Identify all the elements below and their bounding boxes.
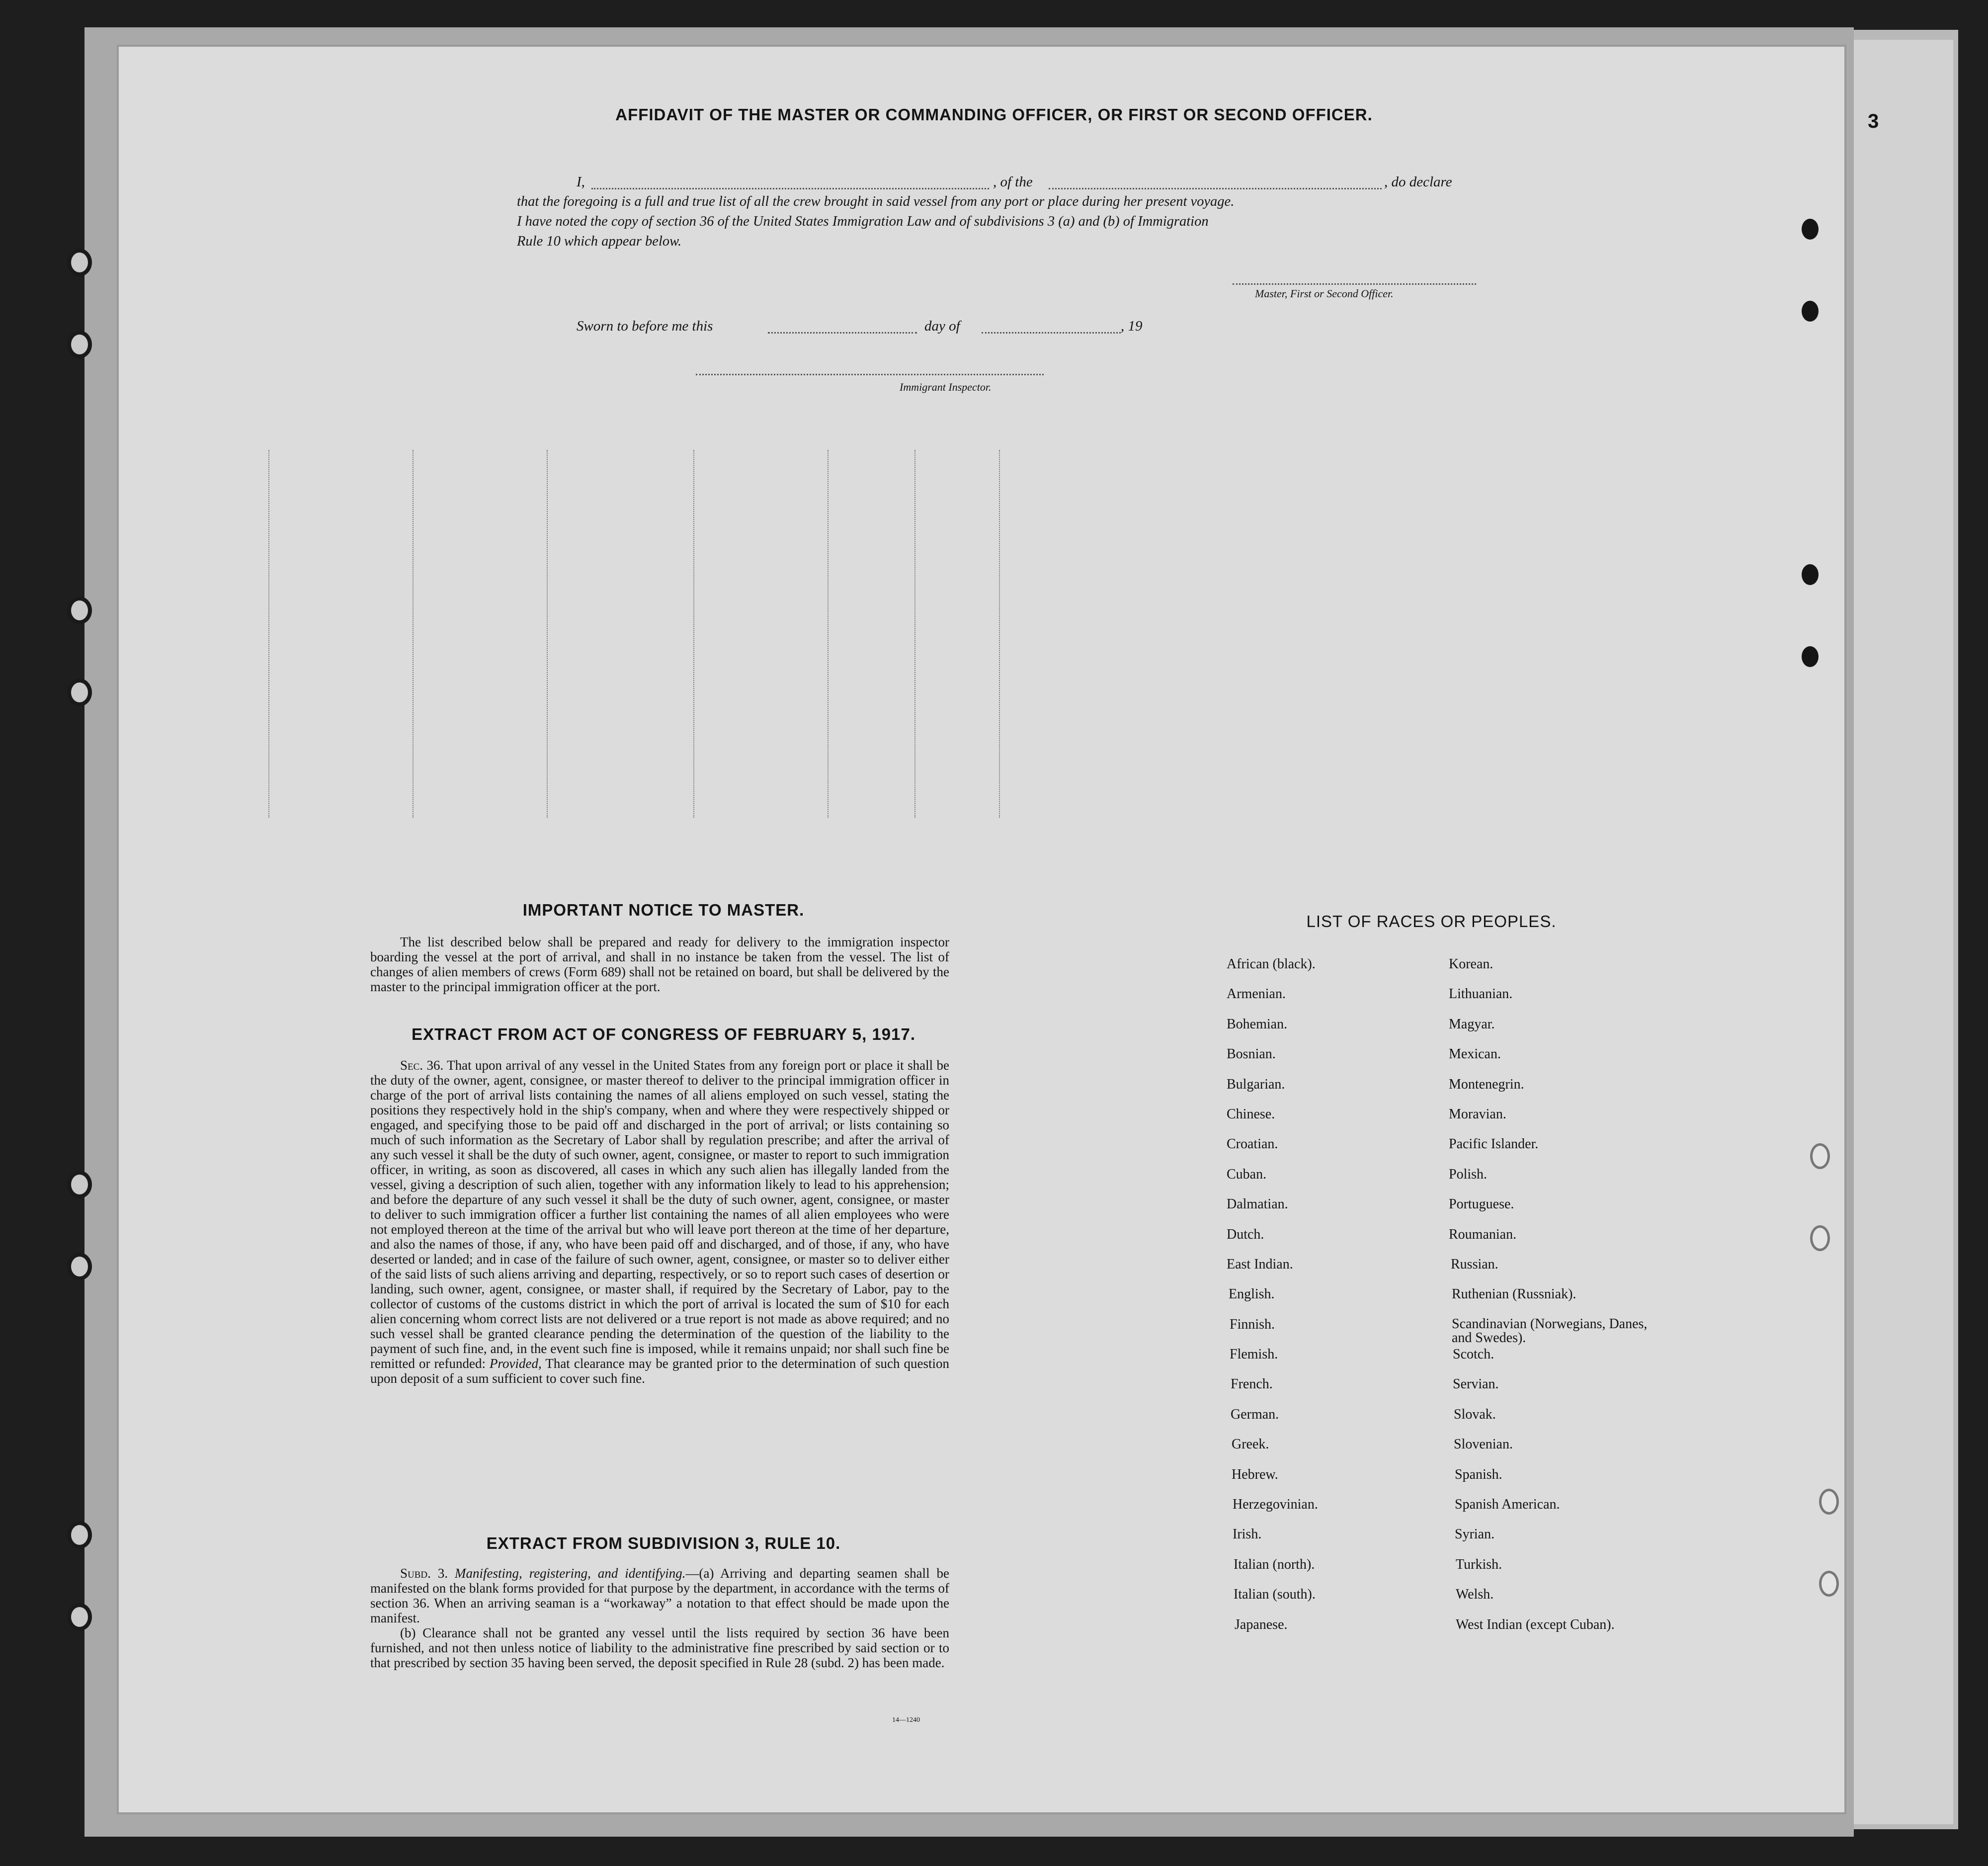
subd-para-a: —(a) Arriving and departing seamen shall be manifested on the blank forms provided for that purpose by the department, in accordance with the terms of section 36. When an arriving seaman is a “workaway” a notation to that effect should be made upon the manifest.	[370, 1566, 949, 1625]
signature-line	[1233, 283, 1476, 285]
race-item: Welsh.	[1456, 1587, 1494, 1603]
race-item: Herzegovinian.	[1233, 1497, 1318, 1513]
proviso-text: That clearance may be granted prior to the determination of such question upon deposit of a sum sufficient to cover such fine.	[370, 1356, 949, 1386]
race-item: Finnish.	[1230, 1316, 1275, 1332]
bleed-through-rule	[268, 450, 269, 818]
race-item: Cuban.	[1227, 1166, 1267, 1182]
binder-hole	[67, 1521, 92, 1549]
binder-hole	[67, 596, 92, 624]
race-item: Lithuanian.	[1449, 986, 1513, 1002]
race-item: Croatian.	[1227, 1136, 1278, 1152]
binder-hole	[1802, 564, 1819, 585]
binder-hole	[67, 1171, 92, 1198]
race-item: Spanish.	[1455, 1466, 1502, 1482]
race-item: Slovenian.	[1454, 1437, 1513, 1452]
race-item: Spanish American.	[1455, 1497, 1560, 1513]
affidavit-line4: Rule 10 which appear below.	[517, 234, 682, 249]
race-item: Chinese.	[1227, 1106, 1275, 1122]
notice-title: IMPORTANT NOTICE TO MASTER.	[522, 901, 805, 919]
notice-text	[370, 934, 949, 994]
blank-month	[982, 332, 1121, 334]
race-item: Pacific Islander.	[1449, 1136, 1539, 1152]
race-item: East Indian.	[1227, 1256, 1293, 1272]
race-item: German.	[1231, 1406, 1279, 1422]
race-item: Scandinavian (Norwegians, Danes, and Swedes).	[1452, 1316, 1648, 1346]
notice-paragraph: The list described below shall be prepared and ready for delivery to the immigration inspector boarding the vessel at the port of arrival, and shall in no instance be taken from the vessel. The list of changes of alien members of crews (Form 689) shall not be retained on board, but shall be delivered by the master to the principal immigration officer at the port.	[370, 934, 949, 994]
race-item: Moravian.	[1449, 1106, 1506, 1122]
blank-name	[591, 188, 989, 189]
binder-hole	[1802, 646, 1819, 667]
affidavit-line1-end: , do declare	[1384, 174, 1452, 190]
races-left-column	[1227, 957, 1435, 1647]
sworn-day-of: day of	[924, 318, 960, 334]
race-item: Mexican.	[1449, 1046, 1501, 1062]
races-title: LIST OF RACES OR PEOPLES.	[1306, 912, 1557, 931]
race-item: Italian (south).	[1234, 1587, 1316, 1603]
page-number: 3	[1868, 110, 1879, 132]
sworn-text: Sworn to before me this	[577, 318, 713, 334]
form-number: 14—1240	[892, 1716, 920, 1724]
binder-hole	[1810, 1225, 1830, 1251]
race-item: Russian.	[1451, 1256, 1498, 1272]
race-item: Korean.	[1449, 956, 1493, 972]
race-item: Bosnian.	[1227, 1046, 1276, 1062]
proviso-word: Provided,	[490, 1356, 542, 1371]
affidavit-line3: I have noted the copy of section 36 of the United States Immigration Law and of subdivisions 3 (a) and (b) of Immigration	[517, 214, 1209, 229]
binder-hole	[1802, 219, 1819, 240]
blank-vessel	[1049, 188, 1382, 189]
subd-label: Subd. 3.	[400, 1566, 448, 1581]
blank-day	[768, 332, 917, 334]
affidavit-line1-start: I,	[577, 174, 585, 190]
race-item: Dutch.	[1227, 1226, 1264, 1242]
bleed-through-rule	[693, 450, 694, 818]
affidavit-line2: that the foregoing is a full and true list of all the crew brought in said vessel from any port or place during her present voyage.	[517, 194, 1235, 209]
bleed-through-rule	[999, 450, 1000, 818]
race-item: Slovak.	[1454, 1406, 1496, 1422]
race-item: Polish.	[1449, 1166, 1488, 1182]
race-item: Portuguese.	[1449, 1196, 1514, 1212]
race-item: English.	[1229, 1286, 1275, 1302]
race-item: Flemish.	[1230, 1347, 1278, 1362]
race-item: Turkish.	[1456, 1556, 1502, 1572]
section-label: Sec. 36.	[400, 1058, 444, 1073]
race-item: Roumanian.	[1449, 1226, 1517, 1242]
binder-hole	[67, 331, 92, 358]
race-item: Greek.	[1232, 1437, 1269, 1452]
binder-hole	[1802, 301, 1819, 322]
race-item: Magyar.	[1449, 1016, 1495, 1032]
rule-extract-text	[370, 1566, 949, 1670]
bleed-through-rule	[914, 450, 915, 818]
race-item: West Indian (except Cuban).	[1456, 1616, 1615, 1632]
race-item: Dalmatian.	[1227, 1196, 1288, 1212]
signature-caption: Master, First or Second Officer.	[1255, 287, 1394, 300]
race-item: Japanese.	[1235, 1616, 1288, 1632]
binder-hole	[1819, 1489, 1839, 1515]
inspector-caption: Immigrant Inspector.	[900, 381, 992, 393]
race-item: French.	[1231, 1376, 1273, 1392]
race-item: Italian (north).	[1234, 1556, 1315, 1572]
race-item: Servian.	[1453, 1376, 1499, 1392]
subd-heading: Manifesting, registering, and identifying.	[455, 1566, 686, 1581]
race-item: Bulgarian.	[1227, 1076, 1285, 1092]
inspector-signature-line	[696, 374, 1044, 375]
act-extract-title: EXTRACT FROM ACT OF CONGRESS OF FEBRUARY 5, 1917.	[411, 1025, 916, 1043]
section-36-text: That upon arrival of any vessel in the United States from any foreign port or place it shall be the duty of the owner, agent, consignee, or master thereof to deliver to the principal immigration officer in charge of the port of arrival lists containing the names of all aliens employed on such vessel, stating the positions they respectively hold in the ship's company, when and where they were respectively shipped or engaged, and specifying those to be paid off and discharged in the port of arrival; or lists containing so much of such information as the Secretary of Labor shall by regulation prescribe; and after the arrival of any such vessel it shall be the duty of such owner, agent, consignee, or master to report to such immigration officer, in writing, as soon as discovered, all cases in which any such alien has illegally landed from the vessel, giving a description of such alien, together with any information likely to lead to his apprehension; and before the departure of any such vessel it shall be the duty of such owner, agent, consignee, or master to deliver to such immigration officer a further list containing the names of all alien employees who were not employed thereon at the time of the arrival but who will leave port thereon at the time of her departure, and also the names of those, if any, who have been paid off and discharged, and of those, if any, who have deserted or landed; and in case of the failure of such owner, agent, consignee, or master so to deliver either of the said lists of such aliens arriving and departing, respectively, or so to report such cases of desertion or landing, such owner, agent, consignee, or master shall, if required by the Secretary of Labor, pay to the collector of customs of the customs district in which the port of arrival is located the sum of $10 for each alien concerning whom correct lists are not delivered or a true report is not made as above required; and no such vessel shall be granted clearance pending the determination of the question of the liability to the payment of such fine, and, in the event such fine is imposed, while it remains unpaid; nor shall such fine be remitted or refunded:	[370, 1058, 949, 1371]
affidavit-line1-mid: , of the	[993, 174, 1033, 190]
race-item: Irish.	[1233, 1527, 1262, 1542]
binder-hole	[67, 249, 92, 276]
affidavit-title: AFFIDAVIT OF THE MASTER OR COMMANDING OFFICER, OR FIRST OR SECOND OFFICER.	[615, 105, 1373, 124]
race-item: Ruthenian (Russniak).	[1452, 1286, 1576, 1302]
binder-hole	[67, 679, 92, 706]
race-item: Hebrew.	[1232, 1466, 1278, 1482]
sworn-year: , 19	[1121, 318, 1143, 334]
bleed-through-rule	[547, 450, 548, 818]
race-item: Montenegrin.	[1449, 1076, 1524, 1092]
races-right-column	[1449, 957, 1707, 1647]
rule-extract-title: EXTRACT FROM SUBDIVISION 3, RULE 10.	[486, 1534, 841, 1552]
race-item: Bohemian.	[1227, 1016, 1288, 1032]
race-item: Scotch.	[1453, 1347, 1494, 1362]
bleed-through-rule	[413, 450, 414, 818]
race-item: African (black).	[1227, 956, 1316, 972]
binder-hole	[1819, 1571, 1839, 1597]
race-item: Armenian.	[1227, 986, 1286, 1002]
binder-hole	[67, 1253, 92, 1280]
act-extract-text	[370, 1058, 949, 1386]
binder-hole	[1810, 1143, 1830, 1169]
race-item: Syrian.	[1455, 1527, 1495, 1542]
subd-para-b: (b) Clearance shall not be granted any vessel until the lists required by section 36 have been furnished, and not then unless notice of liability to the administrative fine prescribed by said section or to that prescribed by section 35 having been served, the deposit specified in Rule 28 (subd. 2) has been made.	[370, 1625, 949, 1670]
binder-hole	[67, 1603, 92, 1631]
